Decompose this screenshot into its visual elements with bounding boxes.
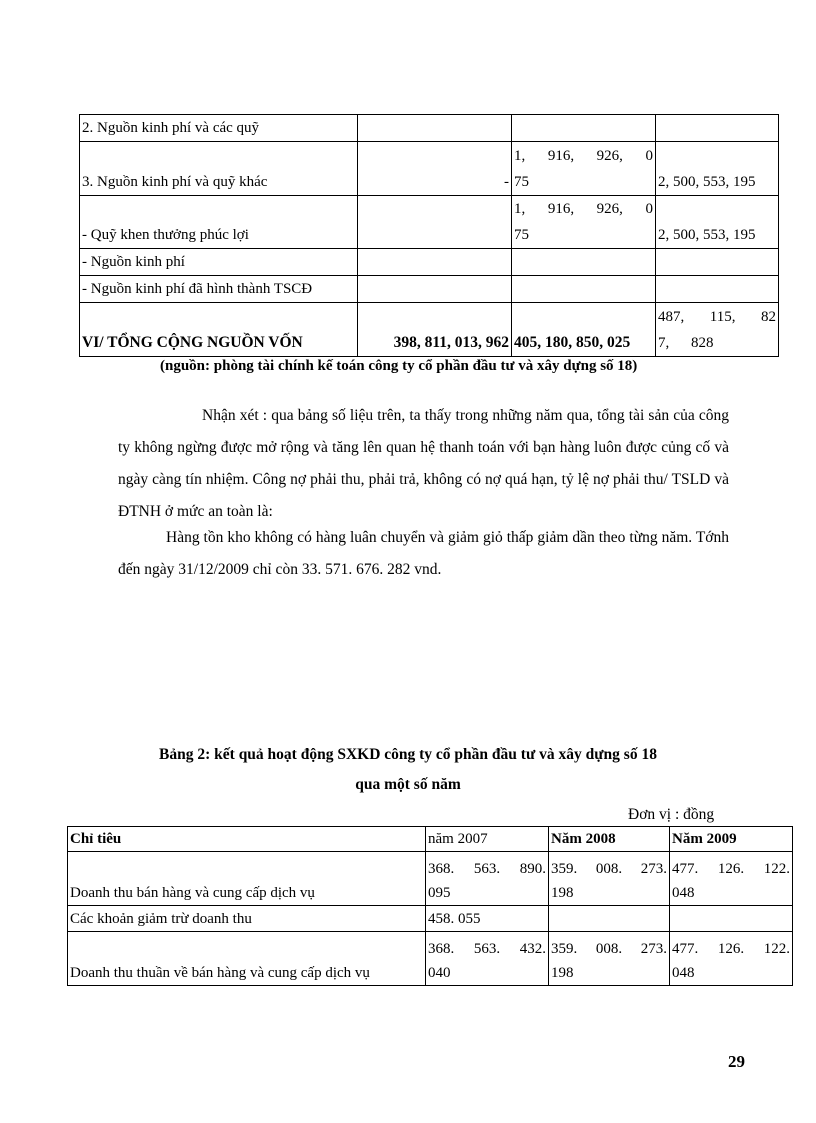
header-cell: năm 2007 bbox=[426, 827, 549, 852]
header-cell: Năm 2008 bbox=[549, 827, 670, 852]
cell-2008: 1, 916, 926, 075 bbox=[512, 142, 656, 196]
table-title: Bảng 2: kết quả hoạt động SXKD công ty cổ phần đầu tư và xây dựng số 18 bbox=[159, 746, 657, 763]
cell-2008 bbox=[512, 249, 656, 276]
cell-2009 bbox=[656, 276, 779, 303]
table-row bbox=[80, 142, 779, 196]
cell-2008: 359. 008. 273. 198 bbox=[549, 932, 670, 986]
table-row bbox=[80, 303, 779, 357]
cell-2008: 359. 008. 273. 198 bbox=[549, 852, 670, 906]
table-subtitle: qua một số năm bbox=[355, 776, 461, 793]
table-header-row bbox=[68, 827, 793, 852]
cell-2009 bbox=[670, 906, 793, 932]
table-row bbox=[68, 932, 793, 986]
cell-2009 bbox=[656, 249, 779, 276]
cell-2007: - bbox=[358, 142, 512, 196]
capital-sources-table bbox=[79, 114, 779, 357]
cell-2007 bbox=[358, 249, 512, 276]
row-label: Các khoản giảm trừ doanh thu bbox=[68, 906, 426, 932]
cell-2007 bbox=[358, 196, 512, 249]
cell-2007: 368. 563. 890. 095 bbox=[426, 852, 549, 906]
table-row bbox=[80, 115, 779, 142]
page-number: 29 bbox=[728, 1052, 745, 1071]
row-label: 3. Nguồn kinh phí và quỹ khác bbox=[80, 142, 358, 196]
table-row bbox=[80, 196, 779, 249]
cell-2008 bbox=[512, 276, 656, 303]
cell-2009: 477. 126. 122. 048 bbox=[670, 932, 793, 986]
row-label: - Nguồn kinh phí bbox=[80, 249, 358, 276]
source-note: (nguồn: phòng tài chính kế toán công ty cổ phần đầu tư và xây dựng số 18) bbox=[160, 358, 638, 374]
cell-2007: 368. 563. 432. 040 bbox=[426, 932, 549, 986]
row-label: VI/ TỔNG CỘNG NGUỒN VỐN bbox=[80, 303, 358, 357]
cell-2007: 458. 055 bbox=[426, 906, 549, 932]
cell-2008: 1, 916, 926, 075 bbox=[512, 196, 656, 249]
row-label: Doanh thu thuần về bán hàng và cung cấp dịch vụ bbox=[68, 932, 426, 986]
row-label: - Nguồn kinh phí đã hình thành TSCĐ bbox=[80, 276, 358, 303]
cell-2009: 2, 500, 553, 195 bbox=[656, 142, 779, 196]
unit-label: Đơn vị : đồng bbox=[628, 806, 715, 823]
cell-2007: 398, 811, 013, 962 bbox=[358, 303, 512, 357]
table-row bbox=[80, 276, 779, 303]
cell-2009 bbox=[656, 115, 779, 142]
header-cell: Năm 2009 bbox=[670, 827, 793, 852]
cell-2009: 477. 126. 122. 048 bbox=[670, 852, 793, 906]
cell-2009: 487, 115, 827, 828 bbox=[656, 303, 779, 357]
row-label: Doanh thu bán hàng và cung cấp dịch vụ bbox=[68, 852, 426, 906]
header-cell: Chỉ tiêu bbox=[68, 827, 426, 852]
row-label: - Quỹ khen thưởng phúc lợi bbox=[80, 196, 358, 249]
cell-2009: 2, 500, 553, 195 bbox=[656, 196, 779, 249]
paragraph-inventory: Hàng tồn kho không có hàng luân chuyển và giảm giỏ thấp giảm dần theo từng năm. Tớnh đến ngày 31/12/2009 chỉ còn 33. 571. 676. 282 vnd. bbox=[118, 529, 729, 578]
cell-2007 bbox=[358, 276, 512, 303]
row-label: 2. Nguồn kinh phí và các quỹ bbox=[80, 115, 358, 142]
paragraph-remark: Nhận xét : qua bảng số liệu trên, ta thấy trong những năm qua, tổng tài sản của công ty không ngừng được mở rộng và tăng lên quan hệ thanh toán với bạn hàng luôn được củng cố và ngày càng tín nhiệm. Công nợ phải thu, phải trả, không có nợ quá hạn, tỷ lệ nợ phải thu/ TSLD và ĐTNH ở mức an toàn là: bbox=[118, 407, 729, 520]
cell-2007 bbox=[358, 115, 512, 142]
cell-2008 bbox=[549, 906, 670, 932]
table-row bbox=[68, 852, 793, 906]
cell-2008: 405, 180, 850, 025 bbox=[512, 303, 656, 357]
cell-2008 bbox=[512, 115, 656, 142]
business-results-table bbox=[67, 826, 793, 986]
table-row bbox=[68, 906, 793, 932]
table-row bbox=[80, 249, 779, 276]
